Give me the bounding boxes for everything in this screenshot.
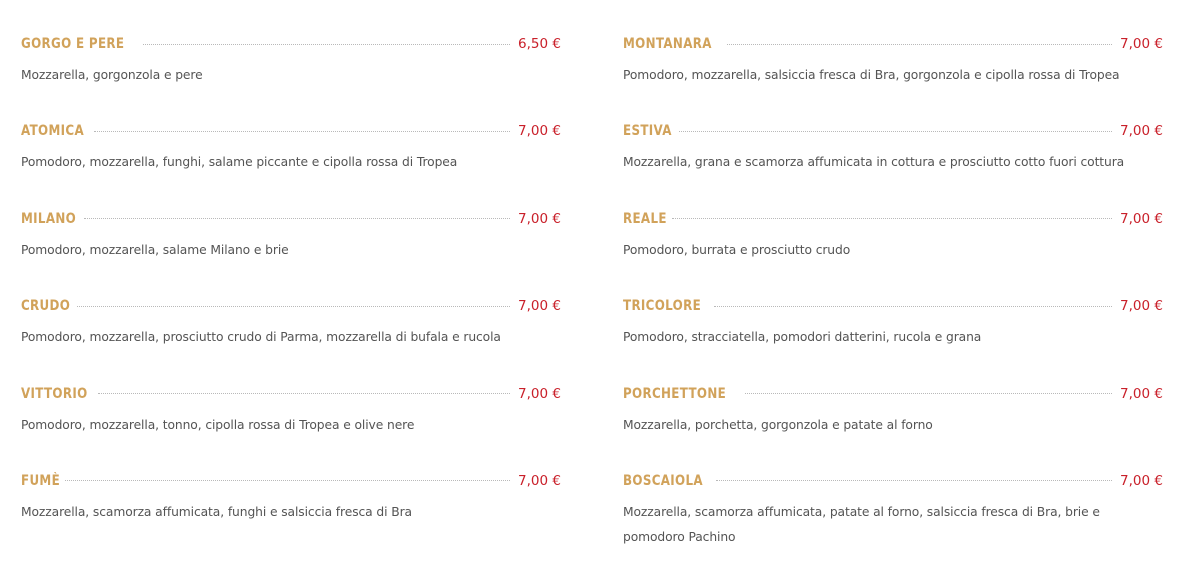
menu-item-description: Mozzarella, gorgonzola e pere: [21, 68, 203, 82]
menu-item-price: 6,50 €: [518, 36, 561, 52]
menu-item-name: REALE: [623, 210, 667, 227]
menu-item-description: Pomodoro, burrata e prosciutto crudo: [623, 242, 851, 257]
menu-item-name: ATOMICA: [21, 123, 84, 140]
dotted-leader: [672, 218, 1112, 219]
menu-item: [21, 208, 561, 295]
dotted-leader: [98, 393, 510, 394]
menu-item: [623, 295, 1163, 382]
menu-item-name: MONTANARA: [623, 36, 712, 52]
menu-item-description: Pomodoro, mozzarella, prosciutto crudo di Parma, mozzarella di bufala e rucola: [21, 330, 501, 345]
menu-item-header: [623, 120, 1163, 142]
menu-item-description: Pomodoro, mozzarella, tonno, cipolla rossa di Tropea e olive nere: [21, 417, 415, 432]
menu-item-header: [21, 383, 561, 405]
menu-item-price: 7,00 €: [1120, 210, 1163, 227]
menu-item-name: MILANO: [21, 210, 77, 227]
menu-item-name: ESTIVA: [623, 123, 672, 140]
menu-item-header: [21, 470, 561, 492]
menu-item: [21, 295, 561, 382]
menu-item-header: [21, 208, 561, 230]
menu-item-header: [21, 120, 561, 142]
menu-item-header: [623, 470, 1163, 492]
menu-item: [623, 33, 1163, 120]
dotted-leader: [65, 480, 510, 481]
menu-item-header: [623, 208, 1163, 230]
menu-item-price: 7,00 €: [1120, 385, 1163, 402]
menu-item-price: 7,00 €: [1120, 472, 1163, 489]
menu-item-description: Pomodoro, mozzarella, salame Milano e brie: [21, 242, 289, 257]
menu-item-name: GORGO E PERE: [21, 36, 125, 52]
menu-item: [623, 383, 1163, 470]
menu-item: [623, 120, 1163, 207]
menu-item-name: CRUDO: [21, 298, 71, 315]
menu-item-header: [623, 295, 1163, 317]
menu-item-description: Mozzarella, scamorza affumicata, patate al forno, salsiccia fresca di Bra, brie e pomodoro Pachino: [623, 504, 1100, 544]
menu-item-name: BOSCAIOLA: [623, 472, 703, 489]
menu-item-header: [21, 295, 561, 317]
menu-item-name: FUMÈ: [21, 472, 61, 489]
menu-column-right: [623, 33, 1163, 557]
dotted-leader: [745, 393, 1112, 394]
menu-item-price: 7,00 €: [518, 385, 561, 402]
menu-item-price: 7,00 €: [1120, 36, 1163, 52]
dotted-leader: [84, 218, 510, 219]
dotted-leader: [679, 131, 1113, 132]
dotted-leader: [727, 44, 1112, 45]
menu-item-description: Mozzarella, grana e scamorza affumicata in cottura e prosciutto cotto fuori cottura: [623, 155, 1125, 170]
menu-item-price: 7,00 €: [1120, 298, 1163, 315]
menu-item-price: 7,00 €: [1120, 123, 1163, 140]
menu-item: [21, 33, 561, 120]
dotted-leader: [77, 306, 510, 307]
dotted-leader: [143, 44, 510, 45]
menu-item-price: 7,00 €: [518, 210, 561, 227]
menu-item-description: Pomodoro, mozzarella, salsiccia fresca di Bra, gorgonzola e cipolla rossa di Tropea: [623, 68, 1120, 82]
menu-column-left: [21, 33, 561, 557]
dotted-leader: [94, 131, 510, 132]
menu-item: [623, 470, 1163, 557]
menu-item-header: [623, 33, 1163, 55]
menu-item: [623, 208, 1163, 295]
dotted-leader: [714, 306, 1112, 307]
menu-item-name: TRICOLORE: [623, 298, 702, 315]
menu-item-price: 7,00 €: [518, 123, 561, 140]
menu-item-description: Mozzarella, porchetta, gorgonzola e patate al forno: [623, 417, 933, 432]
dotted-leader: [716, 480, 1112, 481]
menu-item-name: VITTORIO: [21, 385, 88, 402]
menu-item: [21, 120, 561, 207]
menu-item-header: [21, 33, 561, 55]
menu-item: [21, 470, 561, 557]
menu-item-name: PORCHETTONE: [623, 385, 727, 402]
menu-item-description: Mozzarella, scamorza affumicata, funghi e salsiccia fresca di Bra: [21, 504, 412, 519]
menu-item-description: Pomodoro, mozzarella, funghi, salame piccante e cipolla rossa di Tropea: [21, 155, 458, 170]
menu-item-header: [623, 383, 1163, 405]
menu-item-description: Pomodoro, stracciatella, pomodori datterini, rucola e grana: [623, 330, 982, 345]
menu-item-price: 7,00 €: [518, 298, 561, 315]
menu-item-price: 7,00 €: [518, 472, 561, 489]
menu-item: [21, 383, 561, 470]
